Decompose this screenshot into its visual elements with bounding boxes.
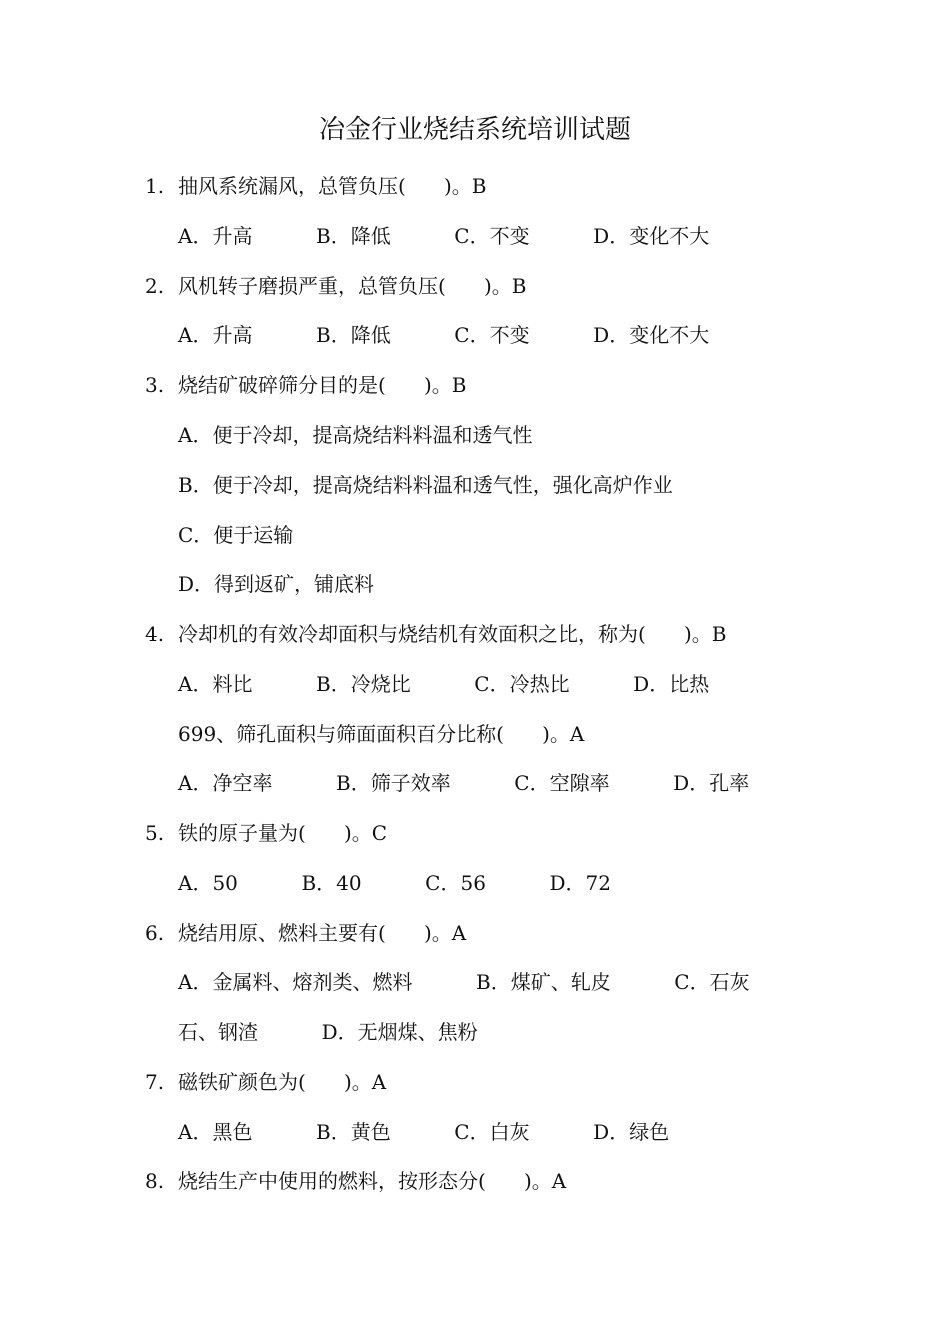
question-7-options: A．黑色 B．黄色 C．白灰 D．绿色 [178, 1120, 670, 1144]
question-5-options: A．50 B．40 C．56 D．72 [178, 871, 611, 895]
question-6: 6. 烧结用原、燃料主要有( )。A [145, 921, 467, 945]
question-3: 3. 烧结矿破碎筛分目的是( )。B [145, 373, 467, 397]
question-4-options: A．料比 B．冷烧比 C．冷热比 D．比热 [178, 672, 710, 696]
question-4: 4. 冷却机的有效冷却面积与烧结机有效面积之比，称为( )。B [145, 622, 727, 646]
question-699-options: A．净空率 B．筛子效率 C．空隙率 D．孔率 [178, 771, 750, 795]
document-title: 冶金行业烧结系统培训试题 [318, 115, 631, 145]
question-5: 5. 铁的原子量为( )。C [145, 821, 388, 845]
question-3-option-b: B．便于冷却，提高烧结料料温和透气性，强化高炉作业 [178, 473, 673, 497]
question-2-options: A．升高 B．降低 C．不变 D．变化不大 [178, 323, 710, 347]
question-1: 1. 抽风系统漏风，总管负压( )。B [145, 174, 487, 198]
question-7: 7. 磁铁矿颜色为( )。A [145, 1070, 387, 1094]
question-3-option-d: D．得到返矿，铺底料 [178, 572, 375, 596]
question-3-option-a: A．便于冷却，提高烧结料料温和透气性 [178, 423, 533, 447]
question-699: 699、筛孔面积与筛面面积百分比称( )。A [178, 722, 585, 746]
question-6-options: A．金属料、熔剂类、燃料 B．煤矿、轧皮 C．石灰 [178, 970, 750, 994]
question-6-options-continued: 石、钢渣 D．无烟煤、焦粉 [178, 1020, 478, 1044]
question-8: 8. 烧结生产中使用的燃料，按形态分( )。A [145, 1169, 567, 1193]
question-2: 2. 风机转子磨损严重，总管负压( )。B [145, 274, 527, 298]
question-3-option-c: C．便于运输 [178, 523, 294, 547]
question-1-options: A．升高 B．降低 C．不变 D．变化不大 [178, 224, 710, 248]
